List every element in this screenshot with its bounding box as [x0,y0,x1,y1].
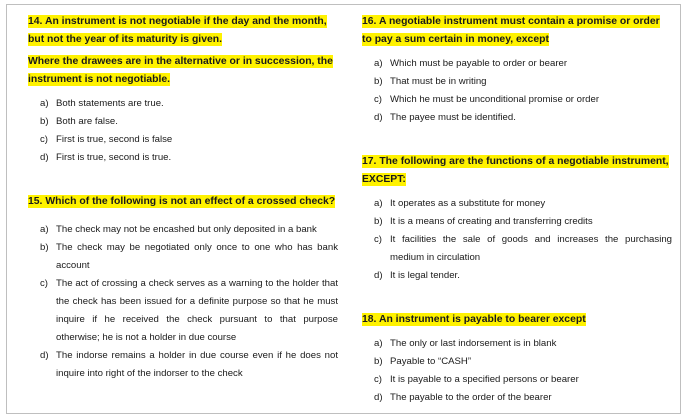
question-17 [362,153,672,285]
option-d: d) The indorse remains a holder in due course even if he does not inquire into right of the indorser to the check [40,350,338,379]
question-18-options [362,335,672,407]
option-b: b) Both are false. [40,116,118,127]
option-d: d) First is true, second is true. [40,152,172,163]
question-16-options [362,55,672,127]
page-frame [6,4,681,414]
option-b: b) The check may be negotiated only once to one who has bank account [40,242,338,271]
option-c: c) The act of crossing a check serves as a warning to the holder that the check has been issued for a definite purpose so that he must inquire if he received the check pursuant to that purpose otherwise; he is not a holder in due course [40,278,338,343]
question-16 [362,13,672,127]
option-c: c) Which he must be unconditional promise or order [374,94,600,105]
question-16-text: 16. A negotiable instrument must contain a promise or order to pay a sum certain in money, except [362,16,660,45]
question-17-text: 17. The following are the functions of a negotiable instrument, EXCEPT: [362,156,669,185]
option-d: d) The payee must be identified. [374,112,516,123]
question-18 [362,311,672,407]
question-14 [28,13,338,167]
option-b: b) It is a means of creating and transferring credits [374,216,593,227]
option-b: b) Payable to “CASH” [374,356,472,367]
question-15-text: 15. Which of the following is not an effect of a crossed check? [28,196,336,207]
question-15-options [28,221,338,383]
question-14-options [28,95,338,167]
question-14-text: 14. An instrument is not negotiable if the day and the month, but not the year of its maturity is given. [28,16,327,45]
option-a: a) The only or last indorsement is in blank [374,338,557,349]
option-d: d) It is legal tender. [374,270,460,281]
option-c: c) It facilities the sale of goods and increases the purchasing medium in circulation [374,234,672,263]
option-a: a) The check may not be encashed but only deposited in a bank [40,224,317,235]
option-a: a) Which must be payable to order or bearer [374,58,568,69]
option-d: d) The payable to the order of the bearer [374,392,552,403]
option-a: a) It operates as a substitute for money [374,198,546,209]
option-a: a) Both statements are true. [40,98,164,109]
question-17-options [362,195,672,285]
question-14-statement-2: Where the drawees are in the alternative or in succession, the instrument is not negotiable. [28,56,333,85]
option-b: b) That must be in writing [374,76,487,87]
question-15 [28,193,338,383]
question-18-text: 18. An instrument is payable to bearer except [362,314,586,325]
option-c: c) It is payable to a specified persons or bearer [374,374,579,385]
option-c: c) First is true, second is false [40,134,173,145]
